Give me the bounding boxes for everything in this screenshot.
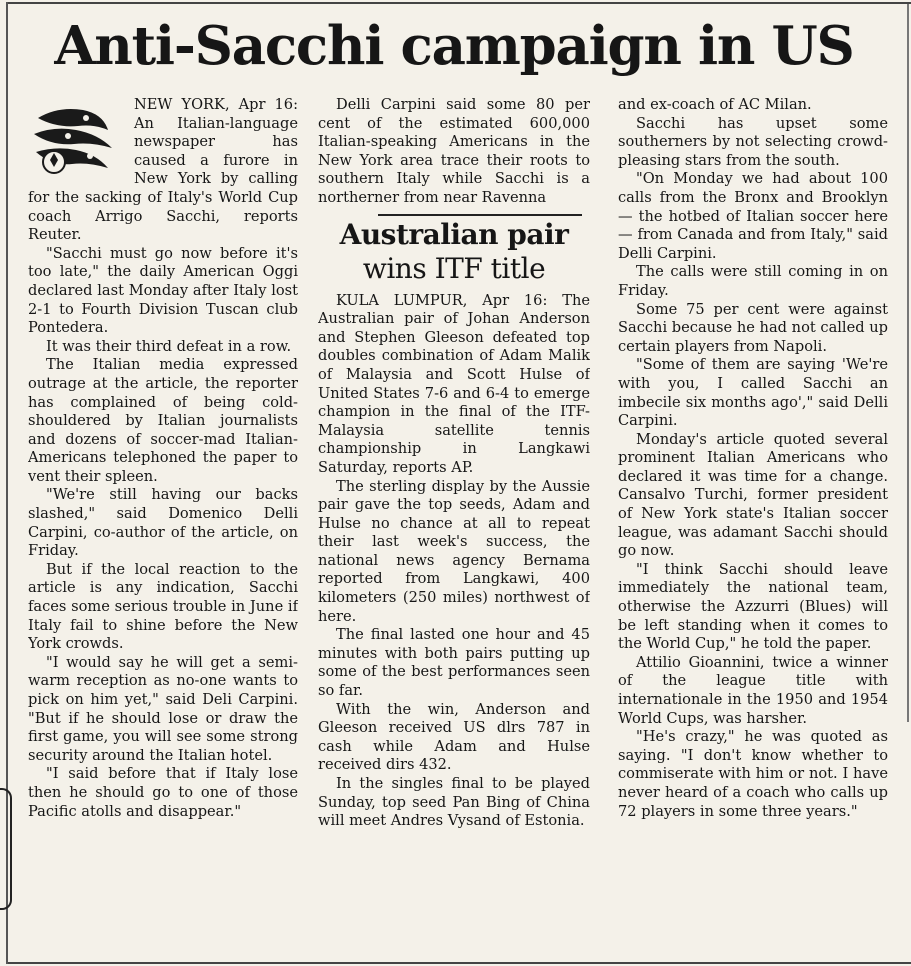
- story1-paragraph: "I would say he will get a semi-warm reception as no-one wants to pick on him yet," said Deli Carpini. "But if he should lose or draw the first game, you will see some strong security around the Italian hotel.: [28, 653, 298, 764]
- story1-continued: "He's crazy," he was quoted as saying. "I don't know whether to commiserate with him or not. I have never heard of a coach who calls up 72 players in some three years.": [618, 728, 888, 820]
- story1-paragraph: "We're still having our backs slashed," said Domenico Delli Carpini, co-author of the article, on Friday.: [28, 486, 298, 560]
- column-2: [318, 96, 590, 954]
- story2-paragraph: KULA LUMPUR, Apr 16: The Australian pair of Johan Anderson and Stephen Gleeson defeated top doubles combination of Adam Malik of Malaysia and Scott Hulse of United States 7-6 and 6-4 to emerge champion in the final of the ITF-Malaysia satellite tennis championship in Langkawi Saturday, reports AP.: [318, 291, 590, 476]
- story-divider: [378, 214, 582, 216]
- column-1: [28, 96, 298, 954]
- story1-paragraph: NEW YORK, Apr 16: An Italian-language newspaper has caused a furore in New York by calling for the sacking of Italy's World Cup coach Arrigo Sacchi, reports Reuter.: [28, 96, 298, 244]
- story1-continued: The calls were still coming in on Friday.: [618, 263, 888, 299]
- story1-continued: Monday's article quoted several prominent Italian Americans who declared it was time for a change. Cansalvo Turchi, former president of New York state's Italian soccer league, was adamant Sacchi should go now.: [618, 430, 888, 560]
- story2-headline: [318, 218, 590, 286]
- story2-paragraph: The sterling display by the Aussie pair gave the top seeds, Adam and Hulse no chance at all to repeat their last week's success, the national news agency Bernama reported from Langkawi, 400 kilometers (250 miles) northwest of here.: [318, 477, 590, 625]
- story1-paragraph: "I said before that if Italy lose then he should go to one of those Pacific atolls and disappear.": [28, 765, 298, 820]
- main-headline: Anti-Sacchi campaign in US: [54, 15, 854, 77]
- story1-continued: "On Monday we had about 100 calls from the Bronx and Brooklyn — the hotbed of Italian soccer here — from Canada and from Italy," said Delli Carpini.: [618, 170, 888, 262]
- story1-paragraph: But if the local reaction to the article is any indication, Sacchi faces some serious trouble in June if Italy fail to shine before the New York crowds.: [28, 560, 298, 653]
- world-cup-logo-icon: [28, 100, 122, 186]
- story1-paragraph: "Sacchi must go now before it's too late," the daily American Oggi declared last Monday after Italy lost 2-1 to Fourth Division Tuscan club Pontedera.: [28, 244, 298, 337]
- story1-continued: and ex-coach of AC Milan.: [618, 96, 812, 113]
- story1-continued: Some 75 per cent were against Sacchi because he had not called up certain players from Napoli.: [618, 300, 888, 355]
- story1-continued: Attilio Gioannini, twice a winner of the league title with internationale in the 1950 and 1954 World Cups, was harsher.: [618, 653, 888, 727]
- story2-paragraph: With the win, Anderson and Gleeson received US dlrs 787 in cash while Adam and Hulse received dirs 432.: [318, 700, 590, 774]
- story1-paragraph: The Italian media expressed outrage at the article, the reporter has complained of being cold-shouldered by Italian journalists and dozens of soccer-mad Italian-Americans telephoned the paper to vent their spleen.: [28, 356, 298, 485]
- story2-paragraph: The final lasted one hour and 45 minutes with both pairs putting up some of the best performances seen so far.: [318, 626, 590, 700]
- adjacent-box-edge: [0, 788, 12, 910]
- story1-paragraph: Delli Carpini said some 80 per cent of the estimated 600,000 Italian-speaking Americans in the New York area trace their roots to southern Italy while Sacchi is a northerner from near Ravenna: [318, 96, 590, 206]
- page-right-border: [907, 2, 909, 722]
- story1-continued: Sacchi has upset some southerners by not selecting crowd-pleasing stars from the south.: [618, 114, 888, 169]
- top-rule: [8, 2, 911, 4]
- story1-continued: "Some of them are saying 'We're with you, I called Sacchi an imbecile six months ago'," said Delli Carpini.: [618, 356, 888, 430]
- story1-paragraph: It was their third defeat in a row.: [46, 337, 292, 355]
- story1-continued: "I think Sacchi should leave immediately the national team, otherwise the Azzurri (Blues) will be left standing when it comes to the World Cup," he told the paper.: [618, 560, 888, 653]
- story2-headline-line: Australian pair: [339, 217, 569, 251]
- column-3: [618, 96, 888, 954]
- bottom-rule: [8, 962, 911, 964]
- story2-headline-line: wins ITF title: [362, 251, 546, 285]
- story2-paragraph: In the singles final to be played Sunday, top seed Pan Bing of China will meet Andres Vysand of Estonia.: [318, 775, 590, 830]
